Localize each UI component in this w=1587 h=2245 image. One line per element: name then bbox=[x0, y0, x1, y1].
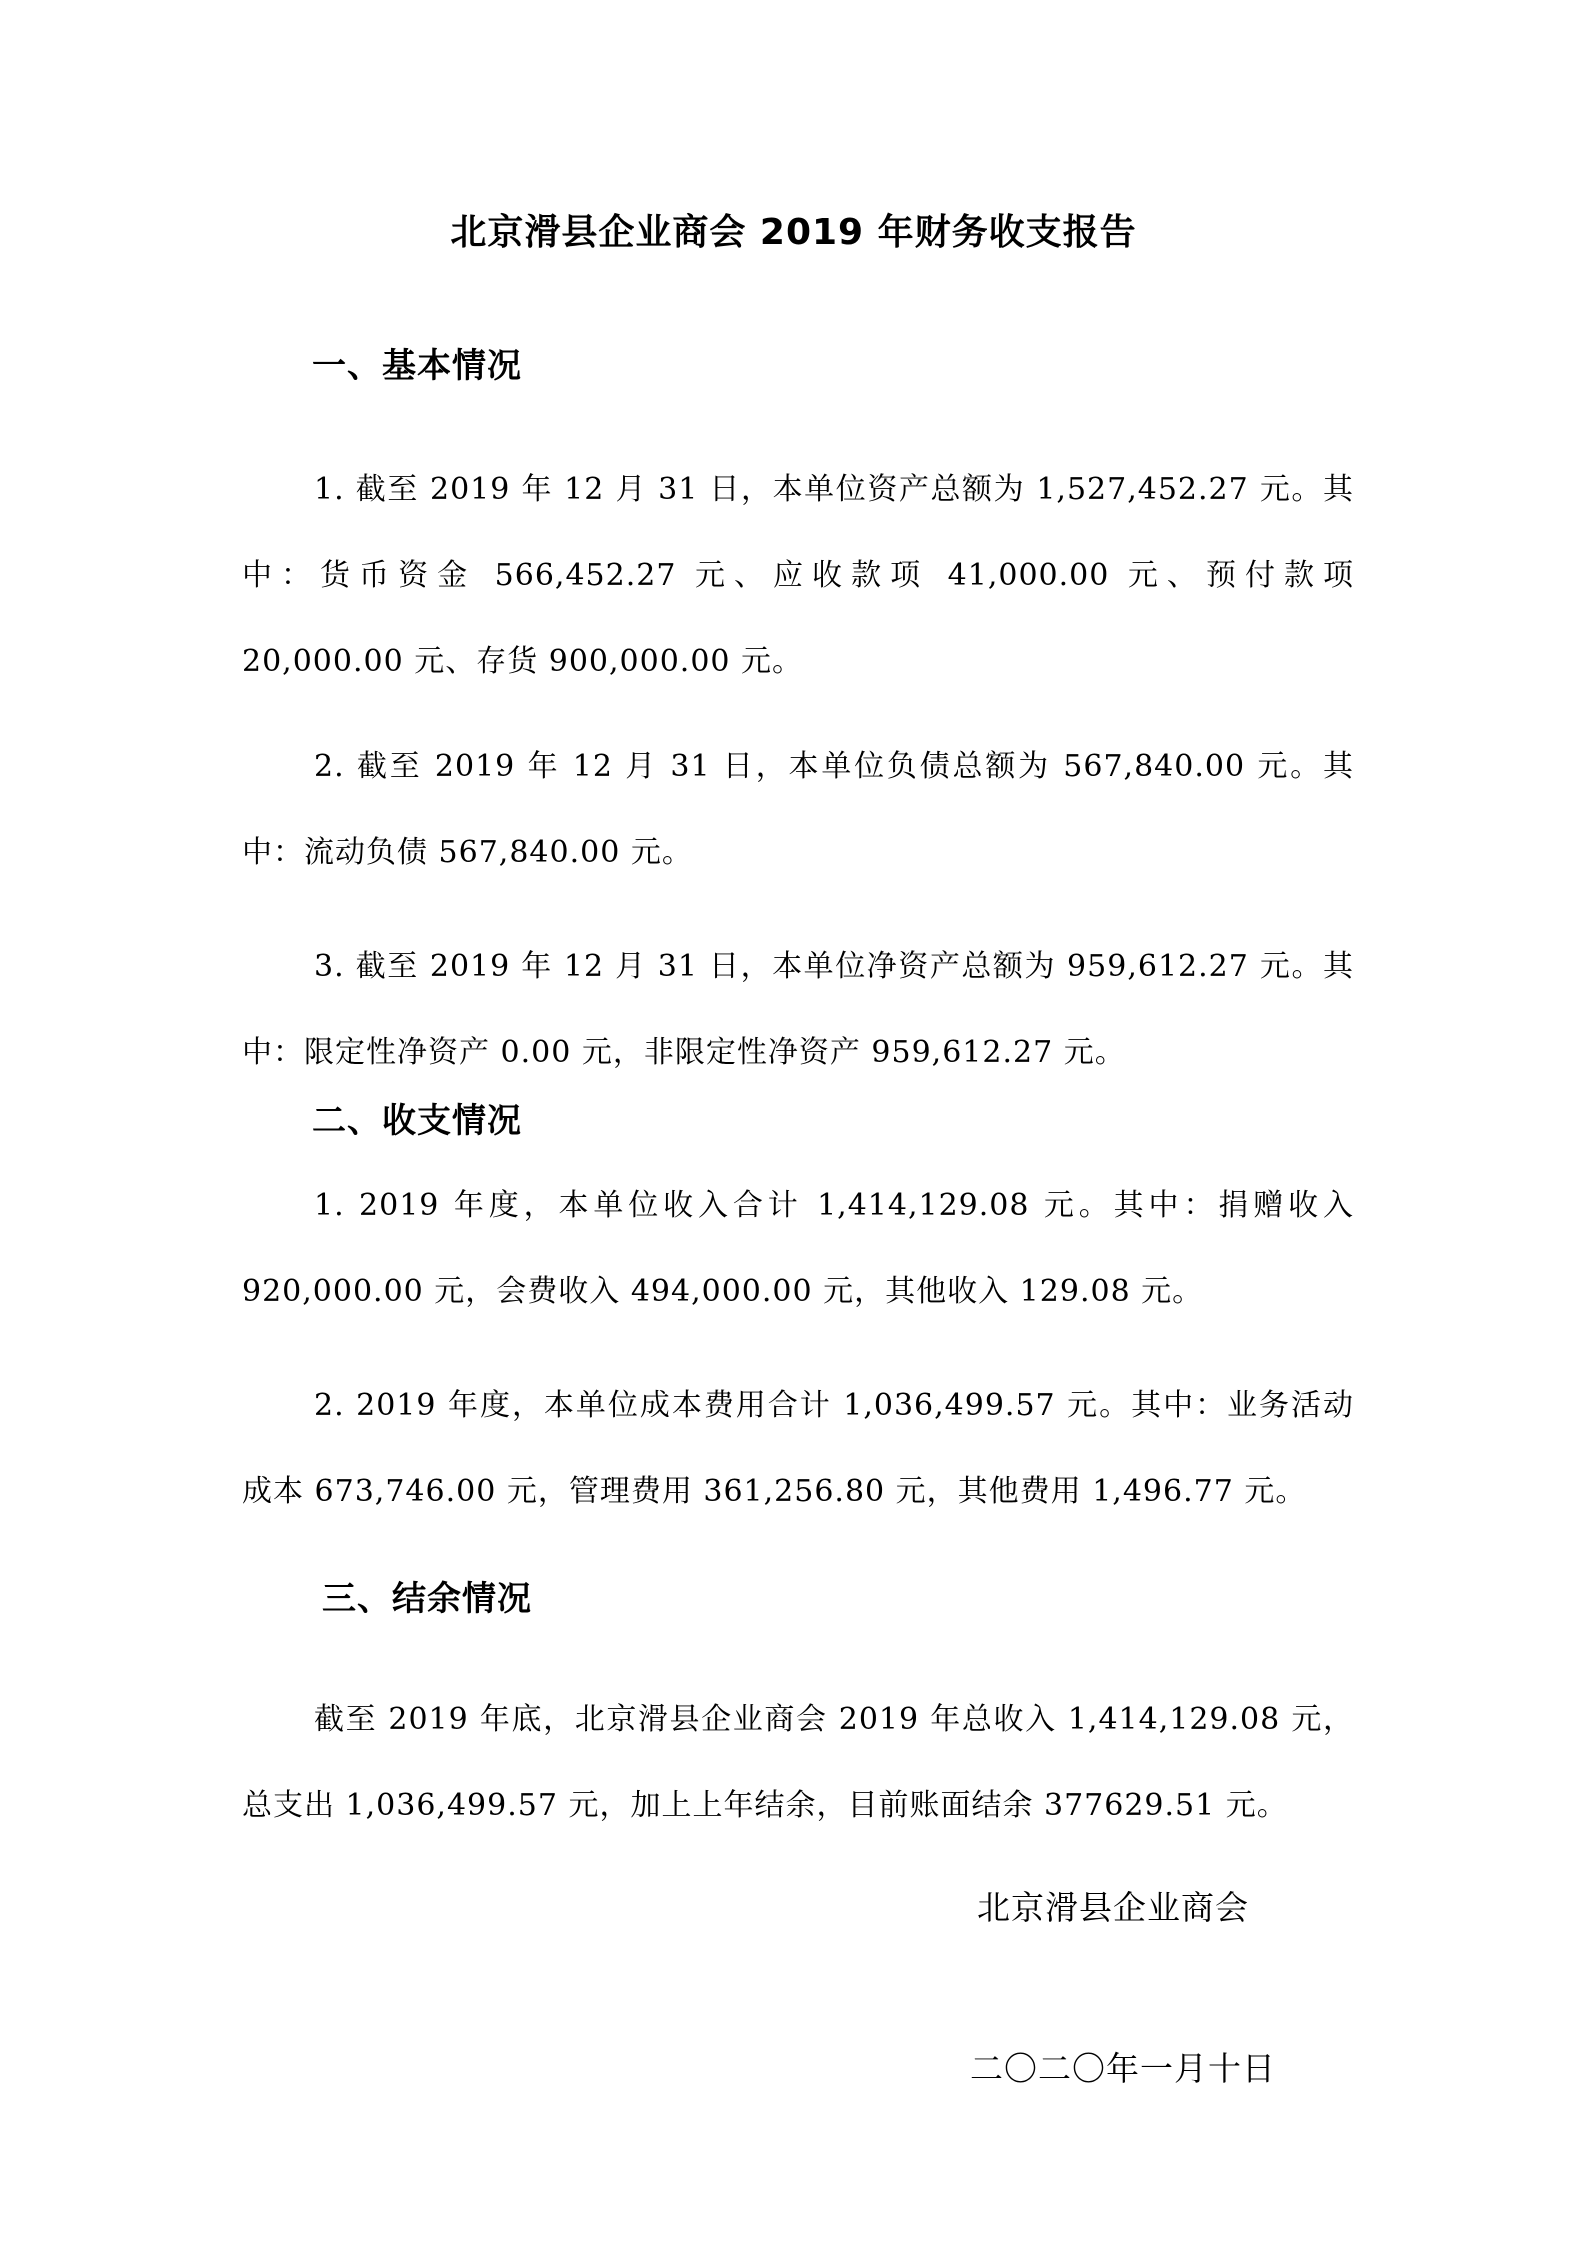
section-heading-balance: 三、结余情况 bbox=[322, 1579, 532, 1619]
paragraph-liabilities: 2. 截至 2019 年 12 月 31 日，本单位负债总额为 567,840.00 元。其中：流动负债 567,840.00 元。 bbox=[242, 749, 1354, 870]
signature-date: 二〇二〇年一月十日 bbox=[970, 2049, 1276, 2088]
section-heading-income-expense: 二、收支情况 bbox=[312, 1101, 522, 1141]
section-heading-basic: 一、基本情况 bbox=[312, 346, 522, 386]
paragraph-balance: 截至 2019 年底，北京滑县企业商会 2019 年总收入 1,414,129.08 元，总支出 1,036,499.57 元，加上上年结余，目前账面结余 377629.51 元。 bbox=[242, 1702, 1354, 1823]
paragraph-expenses: 2. 2019 年度，本单位成本费用合计 1,036,499.57 元。其中：业务活动成本 673,746.00 元，管理费用 361,256.80 元，其他费用 1,496.77 元。 bbox=[242, 1388, 1354, 1509]
signature-organization: 北京滑县企业商会 bbox=[977, 1888, 1249, 1927]
paragraph-income: 1. 2019 年度，本单位收入合计 1,414,129.08 元。其中：捐赠收入 920,000.00 元，会费收入 494,000.00 元，其他收入 129.08 元。 bbox=[242, 1188, 1354, 1309]
paragraph-assets: 1. 截至 2019 年 12 月 31 日，本单位资产总额为 1,527,452.27 元。其中：货币资金 566,452.27 元、应收款项 41,000.00 元、预付款项 20,000.00 元、存货 900,000.00 元。 bbox=[242, 472, 1354, 679]
document-title: 北京滑县企业商会 2019 年财务收支报告 bbox=[450, 212, 1137, 253]
paragraph-net-assets: 3. 截至 2019 年 12 月 31 日，本单位净资产总额为 959,612.27 元。其中：限定性净资产 0.00 元，非限定性净资产 959,612.27 元。 bbox=[242, 949, 1354, 1070]
